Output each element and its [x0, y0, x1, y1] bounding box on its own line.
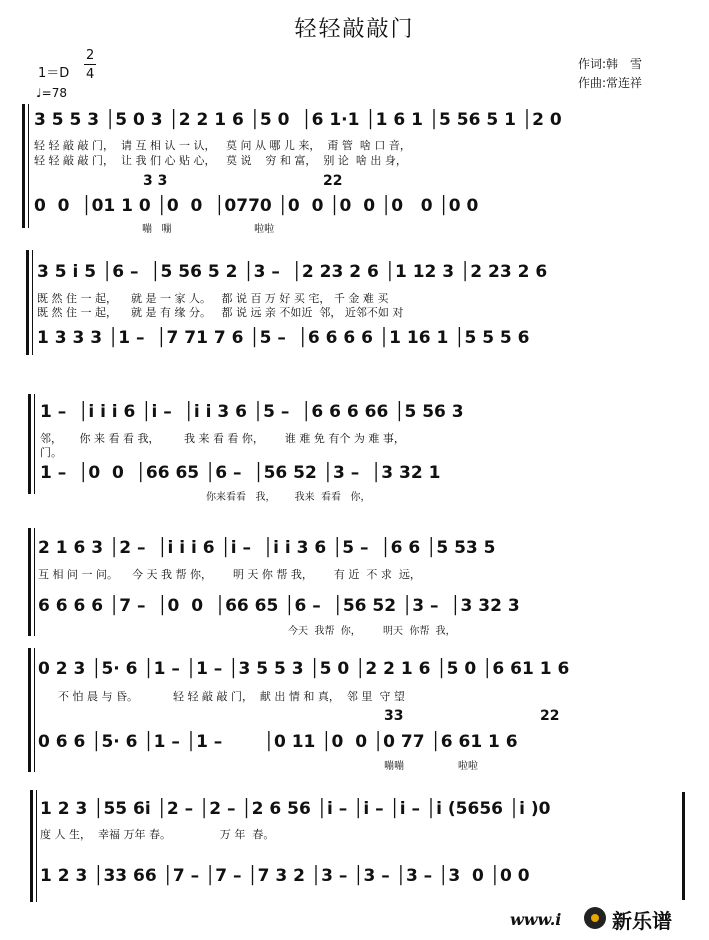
- lyrics-verse-2: 门。: [40, 446, 62, 459]
- system-bracket: [28, 648, 31, 772]
- system-bracket: [22, 104, 25, 228]
- time-signature-divider: [84, 64, 96, 65]
- system-bracket: [28, 394, 31, 494]
- lyrics-verse-1: 邻， 你 来 看 看 我， 我 来 看 看 你， 谁 难 免 有个 为 难 事，: [40, 432, 405, 445]
- chord-marking: 33: [384, 708, 404, 724]
- site-logo-icon: [584, 907, 606, 929]
- lyrics-verse-2: 既 然 住 一 起， 就 是 有 缘 分。 都 说 远 亲 不如近 邻， 近邻不如 对: [37, 306, 404, 319]
- tempo-marking: ♩=78: [36, 86, 67, 100]
- system-bracket-inner: [34, 648, 35, 772]
- system-bracket-inner: [34, 394, 35, 494]
- system-bracket: [26, 250, 29, 355]
- lower-voice-notes: 1 2 3 │33 66 │7 – │7 – │7 3 2 │3 – │3 – │3 – │3 0 │0 0: [40, 866, 530, 886]
- key-signature: 1＝D: [38, 66, 70, 81]
- lower-voice-notes: 1 3 3 3 │1 – │7 71 7 6 │5 – │6 6 6 6 │1 16 1 │5 5 5 6: [37, 328, 530, 348]
- final-barline: [682, 792, 685, 900]
- upper-voice-notes: 3 5 i 5 │6 – │5 56 5 2 │3 – │2 23 2 6 │1 12 3 │2 23 2 6: [37, 262, 548, 282]
- lower-voice-lyrics: 嘣 嘣 啦啦: [142, 224, 275, 235]
- lyrics-verse-1: 轻 轻 敲 敲 门， 请 互 相 认 一 认， 莫 问 从 哪 儿 来， 甭 管 啥 口 音，: [34, 139, 411, 152]
- upper-voice-notes: 1 – │i i i 6 │i – │i i 3 6 │5 – │6 6 6 66 │5 56 3: [40, 402, 464, 422]
- time-signature-bottom: 4: [86, 67, 95, 82]
- system-bracket-inner: [28, 104, 29, 228]
- time-signature-top: 2: [86, 48, 95, 63]
- lower-voice-lyrics: 嘣嘣 啦啦: [384, 761, 479, 772]
- lower-voice-lyrics: 今天 我帮 你， 明天 你帮 我，: [288, 626, 456, 637]
- lyrics-verse-1: 度 人 生， 幸福 万年 春。 万 年 春。: [40, 828, 275, 841]
- lower-voice-lyrics: 你来看看 我， 我来 看看 你，: [206, 492, 371, 503]
- system-bracket: [30, 790, 33, 902]
- system-bracket-inner: [36, 790, 37, 902]
- chord-marking: 22: [540, 708, 560, 724]
- chord-marking: 22: [323, 173, 343, 189]
- lower-voice-notes: 6 6 6 6 │7 – │0 0 │66 65 │6 – │56 52 │3 – │3 32 3: [38, 596, 520, 616]
- song-title: 轻轻敲敲门: [294, 17, 415, 42]
- lower-voice-notes: 1 – │0 0 │66 65 │6 – │56 52 │3 – │3 32 1: [40, 463, 441, 483]
- composer-credit: 作曲:常连祥: [578, 76, 643, 90]
- system-bracket-inner: [32, 250, 33, 355]
- lyrics-verse-2: 轻 轻 敲 敲 门， 让 我 们 心 贴 心， 莫 说 穷 和 富， 别 论 啥 出 身，: [34, 154, 407, 167]
- site-url[interactable]: www.i: [510, 910, 562, 929]
- chord-marking: 3 3: [143, 173, 168, 189]
- lower-voice-notes: 0 0 │01 1 0 │0 0 │0770 │0 0 │0 0 │0 0 │0 0: [34, 196, 479, 216]
- lyricist-credit: 作词:韩 雪: [578, 57, 643, 71]
- site-name[interactable]: 新乐谱: [612, 909, 672, 933]
- lyrics-verse-1: 互 相 问 一 问。 今 天 我 帮 你， 明 天 你 帮 我， 有 近 不 求 远，: [38, 568, 421, 581]
- system-bracket-inner: [34, 528, 35, 636]
- upper-voice-notes: 0 2 3 │5· 6 │1 – │1 – │3 5 5 3 │5 0 │2 2 1 6 │5 0 │6 61 1 6: [38, 659, 570, 679]
- upper-voice-notes: 3 5 5 3 │5 0 3 │2 2 1 6 │5 0 │6 1·1 │1 6 1 │5 56 5 1 │2 0: [34, 110, 562, 130]
- lower-voice-notes: 0 6 6 │5· 6 │1 – │1 – │0 11 │0 0 │0 77 │6 61 1 6: [38, 732, 518, 752]
- lyrics-verse-1: 不 怕 晨 与 昏。 轻 轻 敲 敲 门， 献 出 情 和 真， 邻 里 守 望: [58, 690, 405, 703]
- upper-voice-notes: 2 1 6 3 │2 – │i i i 6 │i – │i i 3 6 │5 – │6 6 │5 53 5: [38, 538, 496, 558]
- upper-voice-notes: 1 2 3 │55 6i │2 – │2 – │2 6 56 │i – │i – │i – │i (5656 │i )0: [40, 799, 551, 819]
- lyrics-verse-1: 既 然 住 一 起， 就 是 一 家 人。 都 说 百 万 好 买 宅， 千 金 难 买: [37, 292, 389, 305]
- system-bracket: [28, 528, 31, 636]
